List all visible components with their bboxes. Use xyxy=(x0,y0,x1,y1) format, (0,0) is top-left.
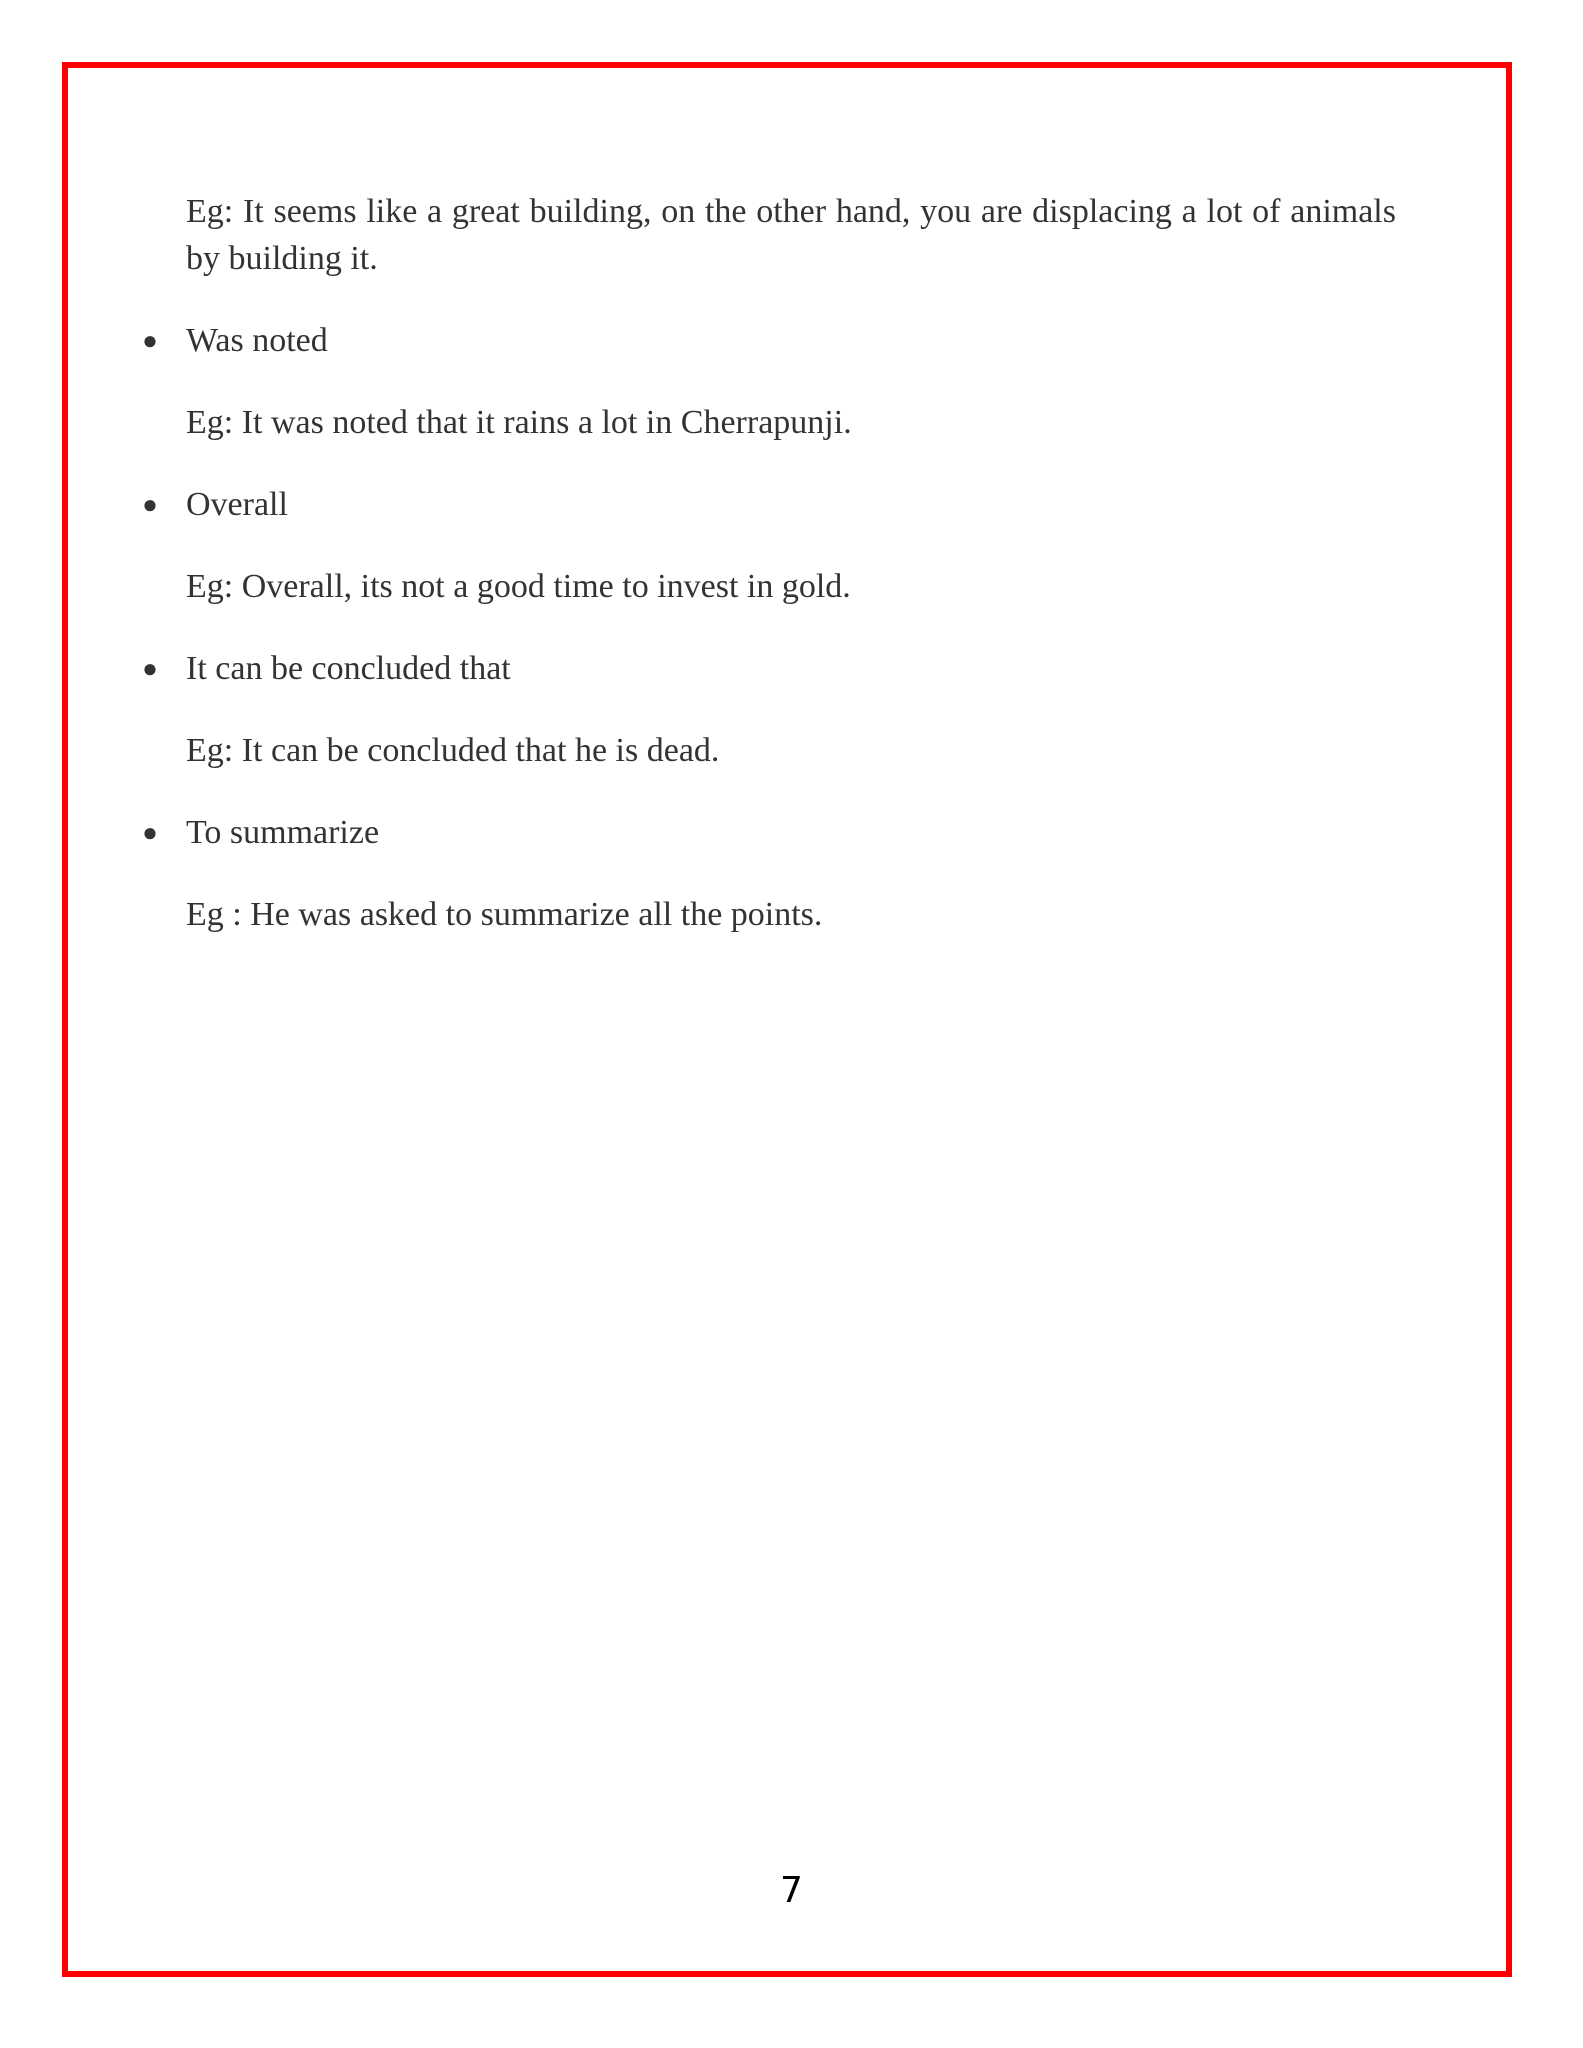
intro-example-text: Eg: It seems like a great building, on the other hand, you are displacing a lot of animals by building it. xyxy=(186,193,1396,277)
list-item xyxy=(142,317,1396,364)
bullet-icon: ● xyxy=(142,326,158,355)
list-item xyxy=(142,481,1396,528)
list-item xyxy=(142,645,1396,692)
list-item xyxy=(142,809,1396,856)
bullet-icon: ● xyxy=(142,818,158,847)
list-item-term: Overall xyxy=(186,486,288,523)
list-item-term: It can be concluded that xyxy=(186,650,511,687)
document-body xyxy=(142,188,1396,938)
list-item-term: To summarize xyxy=(186,814,380,851)
list-item-example: Eg: It was noted that it rains a lot in Cherrapunji. xyxy=(186,404,852,441)
bullet-icon: ● xyxy=(142,490,158,519)
list-item-example: Eg : He was asked to summarize all the points. xyxy=(186,896,823,933)
list-item-example: Eg: It can be concluded that he is dead. xyxy=(186,732,720,769)
bullet-icon: ● xyxy=(142,654,158,683)
list-item-term: Was noted xyxy=(186,322,328,359)
list-item-example: Eg: Overall, its not a good time to invest in gold. xyxy=(186,568,851,605)
page-number: 7 xyxy=(780,1870,803,1911)
